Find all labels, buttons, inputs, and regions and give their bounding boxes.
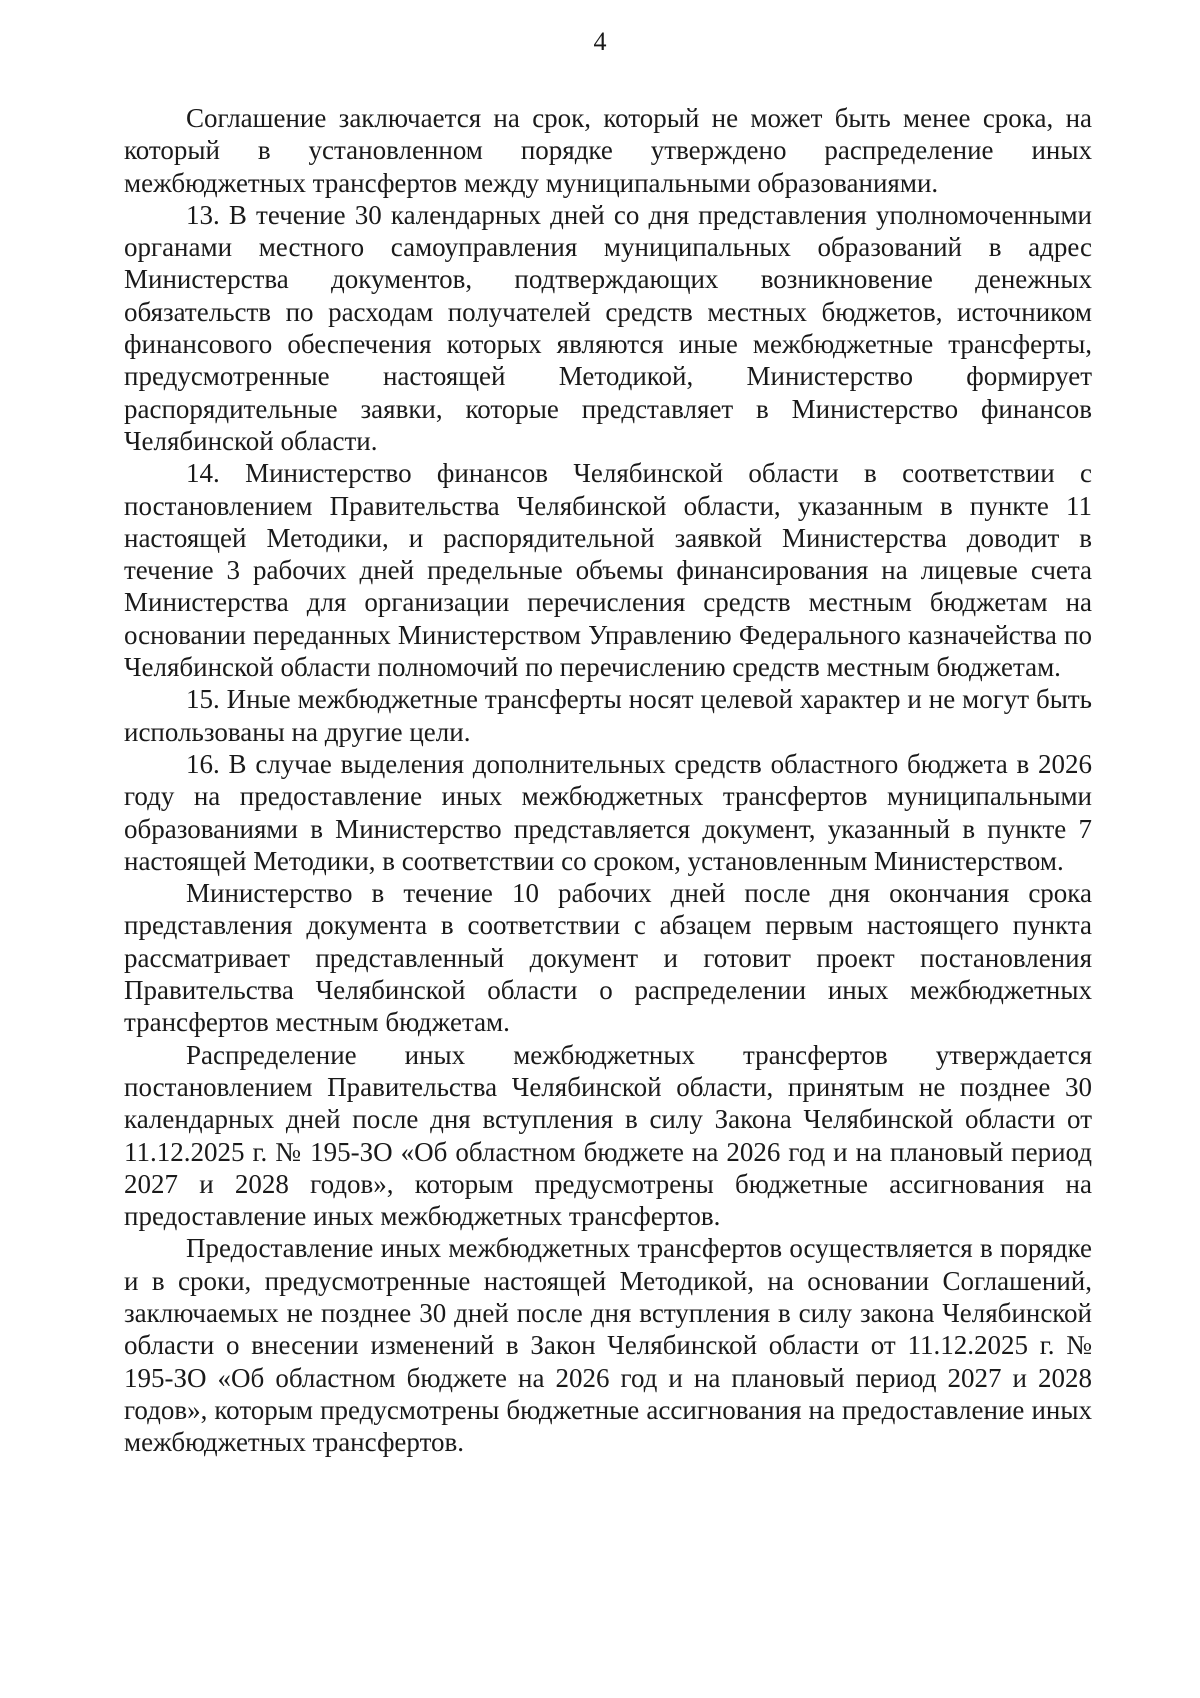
paragraph-13: 13. В течение 30 календарных дней со дня представления уполномоченными органами местного самоуправления муниципальных образований в адрес Министерства документов, подтверждающих возникновение денежных обязательств по расходам получателей средств местных бюджетов, источником финансового обеспечения которых являются иные межбюджетные трансферты, предусмотренные настоящей Методикой, Министерство формирует распорядительные заявки, которые представляет в Министерство финансов Челябинской области. bbox=[124, 199, 1092, 456]
paragraph-15: 15. Иные межбюджетные трансферты носят целевой характер и не могут быть использованы на другие цели. bbox=[124, 684, 1092, 747]
page-number: 4 bbox=[593, 27, 607, 56]
paragraph-16: 16. В случае выделения дополнительных средств областного бюджета в 2026 году на предоставление иных межбюджетных трансфертов муниципальными образованиями в Министерство представляется документ, указанный в пункте 7 настоящей Методики, в соответствии со сроком, установленным Министерством. bbox=[124, 748, 1092, 876]
paragraph-16-provision: Предоставление иных межбюджетных трансфертов осуществляется в порядке и в сроки, предусмотренные настоящей Методикой, на основании Соглашений, заключаемых не позднее 30 дней после дня вступления в силу закона Челябинской области о внесении изменений в Закон Челябинской области от 11.12.2025 г. № 195-ЗО «Об областном бюджете на 2026 год и на плановый период 2027 и 2028 годов», которым предусмотрены бюджетные ассигнования на предоставление иных межбюджетных трансфертов. bbox=[124, 1233, 1092, 1458]
paragraph-agreement-term: Соглашение заключается на срок, который не может быть менее срока, на который в установленном порядке утверждено распределение иных межбюджетных трансфертов между муниципальными образованиями. bbox=[124, 103, 1092, 198]
paragraph-16-distribution: Распределение иных межбюджетных трансфертов утверждается постановлением Правительства Челябинской области, принятым не позднее 30 календарных дней после дня вступления в силу Закона Челябинской области от 11.12.2025 г. № 195-ЗО «Об областном бюджете на 2026 год и на плановый период 2027 и 2028 годов», которым предусмотрены бюджетные ассигнования на предоставление иных межбюджетных трансфертов. bbox=[124, 1039, 1092, 1232]
paragraph-16-review: Министерство в течение 10 рабочих дней после дня окончания срока представления документа в соответствии с абзацем первым настоящего пункта рассматривает представленный документ и готовит проект постановления Правительства Челябинской области о распределении иных межбюджетных трансфертов местным бюджетам. bbox=[124, 878, 1092, 1038]
paragraph-14: 14. Министерство финансов Челябинской области в соответствии с постановлением Правительства Челябинской области, указанным в пункте 11 настоящей Методики, и распорядительной заявкой Министерства доводит в течение 3 рабочих дней предельные объемы финансирования на лицевые счета Министерства для организации перечисления средств местным бюджетам на основании переданных Министерством Управлению Федерального казначейства по Челябинской области полномочий по перечислению средств местным бюджетам. bbox=[124, 458, 1092, 683]
document-body bbox=[124, 102, 1092, 1458]
